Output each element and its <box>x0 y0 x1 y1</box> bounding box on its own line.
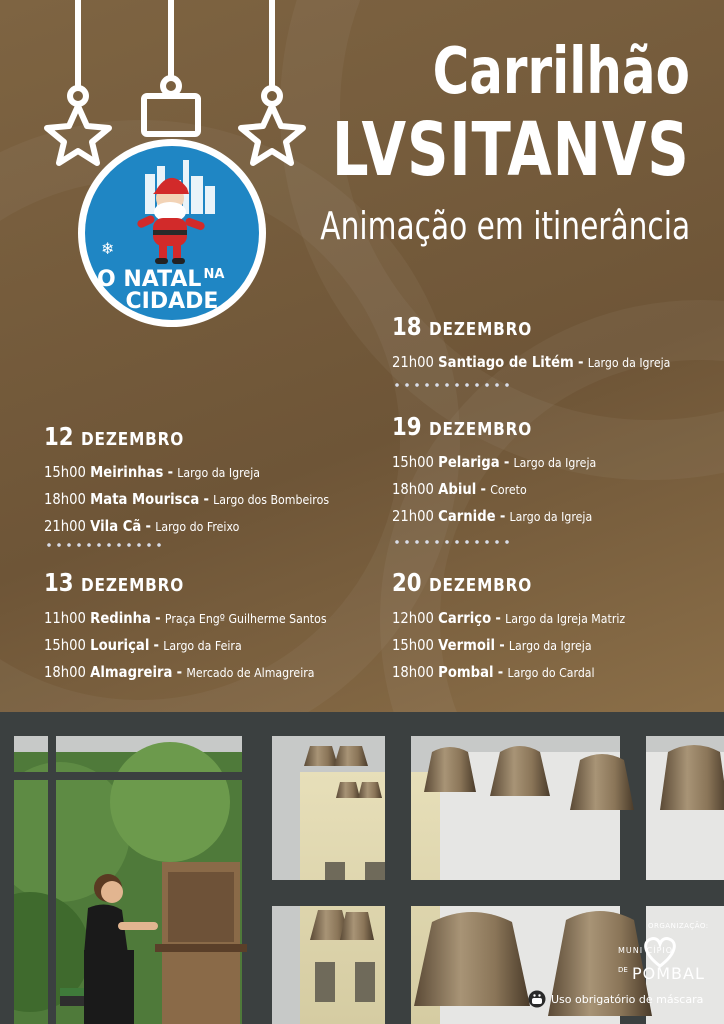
title-line1: Carrilhão <box>432 35 690 109</box>
day-block <box>44 568 365 686</box>
event-row: 21h00 Santiago de Litém - Largo da Igreja <box>392 353 671 371</box>
day-block <box>392 412 624 530</box>
title-line2: LVSITANVS <box>332 107 690 193</box>
dotted-divider <box>392 383 510 387</box>
logo-text-de: DE <box>618 966 628 974</box>
event-row: 18h00 Mata Mourisca - Largo dos Bombeiros <box>44 490 330 508</box>
event-row: 12h00 Carriço - Largo da Igreja Matriz <box>392 609 626 627</box>
snowflake-icon: ❄ <box>101 239 115 258</box>
badge-line1-small: NA <box>203 267 225 282</box>
logo-text-top: MUNI CÍPIO <box>618 946 674 955</box>
badge-line2: CIDADE <box>125 289 219 314</box>
dotted-divider <box>392 540 510 544</box>
day-block <box>392 312 708 376</box>
subtitle: Animação em itinerância <box>320 204 690 248</box>
day-block <box>392 568 657 686</box>
event-row: 15h00 Louriçal - Largo da Feira <box>44 636 242 654</box>
day-heading: 12 DEZEMBRO <box>44 422 185 451</box>
event-row: 21h00 Carnide - Largo da Igreja <box>392 507 593 525</box>
event-row: 15h00 Meirinhas - Largo da Igreja <box>44 463 260 481</box>
event-row: 18h00 Abiul - Coreto <box>392 480 527 498</box>
logo-text-main: POMBAL <box>632 964 705 983</box>
natal-na-cidade-badge <box>75 136 269 330</box>
badge-line1: O NATAL <box>97 267 202 292</box>
day-heading: 13 DEZEMBRO <box>44 568 185 597</box>
day-block <box>44 422 368 540</box>
event-row: 15h00 Pelariga - Largo da Igreja <box>392 453 597 471</box>
municipio-pombal-logo <box>614 922 718 992</box>
day-heading: 20 DEZEMBRO <box>392 568 533 597</box>
organizer-label: ORGANIZAÇÃO: <box>648 922 709 930</box>
day-heading: 19 DEZEMBRO <box>392 412 533 441</box>
mask-notice <box>528 990 703 1008</box>
face-mask-icon <box>528 990 546 1008</box>
mask-notice-text: Uso obrigatório de máscara <box>551 992 704 1006</box>
event-row: 18h00 Pombal - Largo do Cardal <box>392 663 595 681</box>
day-heading: 18 DEZEMBRO <box>392 312 533 341</box>
event-row: 18h00 Almagreira - Mercado de Almagreira <box>44 663 315 681</box>
event-row: 11h00 Redinha - Praça Engº Guilherme Santos <box>44 609 327 627</box>
dotted-divider <box>44 543 162 547</box>
event-row: 15h00 Vermoil - Largo da Igreja <box>392 636 592 654</box>
event-row: 21h00 Vila Cã - Largo do Freixo <box>44 517 240 535</box>
